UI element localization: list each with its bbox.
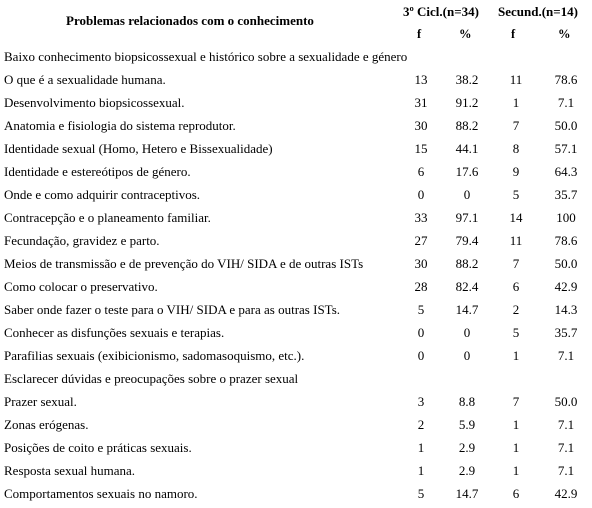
row-label: Comportamentos sexuais no namoro. [4,485,198,501]
pct-3ciclo-cell: 79.4 [455,232,479,248]
table-row [0,160,592,183]
table-row [0,459,592,482]
f-secundario-cell: 9 [512,163,520,179]
f-secundario-cell: 6 [512,278,520,294]
f-3ciclo-cell: 30 [414,255,428,271]
f-3ciclo-cell: 1 [417,439,425,455]
pct-secundario-cell: 42.9 [554,485,578,501]
f-secundario-cell: 11 [509,232,523,248]
f-secundario-cell: 1 [512,462,520,478]
row-label: Identidade sexual (Homo, Hetero e Bissexualidade) [4,140,273,156]
pct-secundario-cell: 14.3 [554,301,578,317]
table-body [0,45,592,505]
f-3ciclo-cell: 0 [417,324,425,340]
pct-3ciclo-cell: 0 [463,347,471,363]
pct-3ciclo-cell: 82.4 [455,278,479,294]
pct-secundario-cell: 78.6 [554,71,578,87]
pct-3ciclo-cell: 2.9 [458,462,476,478]
pct-3ciclo-cell: 97.1 [455,209,479,225]
f-secundario-cell: 1 [512,416,520,432]
pct-secundario-cell: 7.1 [557,94,575,110]
f-3ciclo-cell: 30 [414,117,428,133]
pct-3ciclo-cell: 5.9 [458,416,476,432]
f-secundario-cell: 1 [512,439,520,455]
col-header-pct-secundario: % [558,27,571,41]
pct-secundario-cell: 78.6 [554,232,578,248]
f-3ciclo-cell: 0 [417,347,425,363]
table-row [0,229,592,252]
table-row [0,298,592,321]
pct-secundario-cell: 7.1 [557,416,575,432]
f-secundario-cell: 7 [512,255,520,271]
f-secundario-cell: 5 [512,186,520,202]
pct-3ciclo-cell: 91.2 [455,94,479,110]
pct-3ciclo-cell: 88.2 [455,255,479,271]
col-header-f-3ciclo: f [417,27,422,41]
f-3ciclo-cell: 5 [417,485,425,501]
f-3ciclo-cell: 3 [417,393,425,409]
f-secundario-cell: 1 [512,94,520,110]
section-row [0,367,592,390]
f-3ciclo-cell: 27 [414,232,428,248]
pct-3ciclo-cell: 0 [463,186,471,202]
table-row [0,275,592,298]
pct-3ciclo-cell: 8.8 [458,393,476,409]
f-3ciclo-cell: 6 [417,163,425,179]
knowledge-problems-table [0,45,592,505]
group-header-3ciclo: 3º Cicl.(n=34) [403,4,479,19]
pct-3ciclo-cell: 38.2 [455,71,479,87]
pct-3ciclo-cell: 17.6 [455,163,479,179]
group-header-secundario: Secund.(n=14) [498,4,579,19]
pct-secundario-cell: 50.0 [554,255,578,271]
section-row [0,45,592,68]
pct-secundario-cell: 7.1 [557,347,575,363]
row-label: Resposta sexual humana. [4,462,136,478]
f-3ciclo-cell: 1 [417,462,425,478]
row-label: Onde e como adquirir contraceptivos. [4,186,201,202]
table-row [0,321,592,344]
row-label: Conhecer as disfunções sexuais e terapias. [4,324,225,340]
f-secundario-cell: 8 [512,140,520,156]
f-3ciclo-cell: 13 [414,71,428,87]
pct-3ciclo-cell: 14.7 [455,301,479,317]
section-label: Baixo conhecimento biopsicossexual e histórico sobre a sexualidade e género [4,48,408,64]
row-label: Meios de transmissão e de prevenção do VIH/ SIDA e de outras ISTs [4,255,364,271]
table-title: Problemas relacionados com o conhecimento [66,13,314,28]
pct-3ciclo-cell: 14.7 [455,485,479,501]
pct-3ciclo-cell: 44.1 [455,140,479,156]
pct-secundario-cell: 50.0 [554,117,578,133]
f-3ciclo-cell: 0 [417,186,425,202]
col-header-pct-3ciclo: % [459,27,472,41]
f-3ciclo-cell: 31 [414,94,428,110]
pct-secundario-cell: 35.7 [554,186,578,202]
section-label: Esclarecer dúvidas e preocupações sobre o prazer sexual [4,370,299,386]
f-secundario-cell: 6 [512,485,520,501]
f-secundario-cell: 7 [512,393,520,409]
f-secundario-cell: 2 [512,301,520,317]
f-3ciclo-cell: 2 [417,416,425,432]
table-row [0,436,592,459]
f-secundario-cell: 5 [512,324,520,340]
table-row [0,206,592,229]
f-3ciclo-cell: 28 [414,278,428,294]
f-secundario-cell: 1 [512,347,520,363]
table-row [0,390,592,413]
pct-secundario-cell: 42.9 [554,278,578,294]
pct-secundario-cell: 64.3 [554,163,578,179]
pct-3ciclo-cell: 88.2 [455,117,479,133]
f-secundario-cell: 7 [512,117,520,133]
col-header-f-secundario: f [511,27,516,41]
table-row [0,482,592,505]
table-row [0,252,592,275]
table-row [0,91,592,114]
row-label: Anatomia e fisiologia do sistema reprodutor. [4,117,236,133]
pct-secundario-cell: 50.0 [554,393,578,409]
pct-secundario-cell: 100 [556,209,576,225]
row-label: Posições de coito e práticas sexuais. [4,439,192,455]
row-label: O que é a sexualidade humana. [4,71,166,87]
table-row [0,413,592,436]
row-label: Identidade e estereótipos de género. [4,163,191,179]
pct-secundario-cell: 7.1 [557,439,575,455]
pct-3ciclo-cell: 0 [463,324,471,340]
table-row [0,183,592,206]
row-label: Como colocar o preservativo. [4,278,158,294]
pct-secundario-cell: 35.7 [554,324,578,340]
row-label: Parafilias sexuais (exibicionismo, sadomasoquismo, etc.). [4,347,305,363]
row-label: Desenvolvimento biopsicossexual. [4,94,185,110]
table-row [0,114,592,137]
f-3ciclo-cell: 33 [414,209,428,225]
table-row [0,344,592,367]
table-row [0,137,592,160]
f-3ciclo-cell: 15 [414,140,428,156]
f-secundario-cell: 14 [509,209,523,225]
row-label: Prazer sexual. [4,393,77,409]
row-label: Zonas erógenas. [4,416,89,432]
row-label: Fecundação, gravidez e parto. [4,232,160,248]
row-label: Contracepção e o planeamento familiar. [4,209,211,225]
f-secundario-cell: 11 [509,71,523,87]
pct-secundario-cell: 57.1 [554,140,578,156]
pct-3ciclo-cell: 2.9 [458,439,476,455]
table-row [0,68,592,91]
row-label: Saber onde fazer o teste para o VIH/ SIDA e para as outras ISTs. [4,301,341,317]
pct-secundario-cell: 7.1 [557,462,575,478]
f-3ciclo-cell: 5 [417,301,425,317]
